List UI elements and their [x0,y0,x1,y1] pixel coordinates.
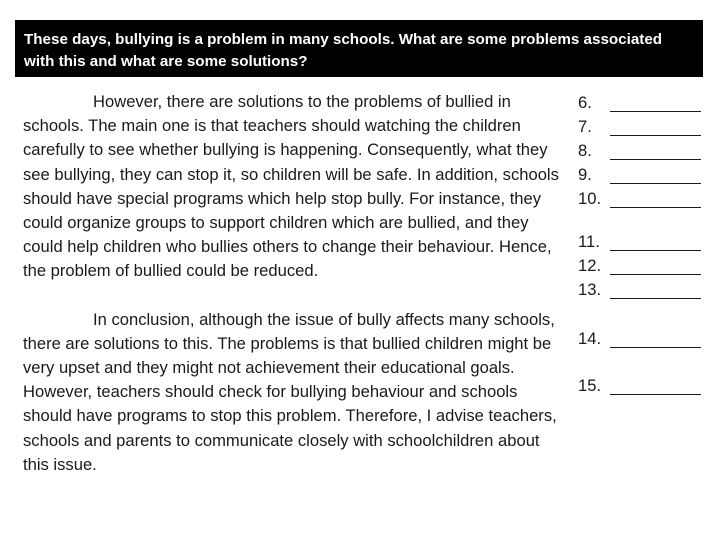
answer-blank-9[interactable] [610,183,701,184]
answer-blank-8[interactable] [610,159,701,160]
prompt-box [15,20,703,77]
answer-blank-12[interactable] [610,274,701,275]
answer-blank-7[interactable] [610,135,701,136]
answer-blank-10[interactable] [610,207,701,208]
answer-blank-15[interactable] [610,394,701,395]
answer-number: 11. [578,232,600,251]
essay-paragraph-1: However, there are solutions to the problems of bullied in schools. The main one is that teachers should watching the children carefully to see whether bullying is happening. Consequently, what they see bullying, they can stop it, so children will be safe. In addition, schools should have special programs which help stop bully. For instance, they could organize groups to support children which are bullied, and they could help children who bullies others to change their behaviour. Hence, the problem of bullied could be reduced. [23,92,559,281]
answer-blank-6[interactable] [610,111,701,112]
essay-paragraph-2: In conclusion, although the issue of bully affects many schools, there are solutions to this. The problems is that bullied children might be very upset and they might not achievement their educational goals. However, teachers should check for bullying behaviour and schools should have programs to stop this problem. Therefore, I advise teachers, schools and parents to communicate closely with schoolchildren about this issue. [23,309,557,474]
answer-number: 14. [578,329,602,348]
answer-item-13 [578,279,708,301]
prompt-text: These days, bullying is a problem in many schools. What are some problems associated with this and what are some solutions? [24,31,663,70]
answer-number: 15. [578,376,602,395]
answer-blank-13[interactable] [610,298,701,299]
answer-blank-11[interactable] [610,250,701,251]
answer-item-14 [578,328,708,350]
answer-number: 10. [578,189,602,208]
answer-item-12 [578,255,708,277]
answer-item-7 [578,116,708,138]
answer-item-6 [578,92,708,114]
essay-text [23,90,559,477]
answer-item-15 [578,375,708,397]
answer-number: 6. [578,93,592,112]
answer-item-10 [578,188,708,210]
answer-item-9 [578,164,708,186]
answer-item-11 [578,231,708,253]
answer-number: 12. [578,256,602,275]
answer-number: 13. [578,280,602,299]
answer-number: 7. [578,117,592,136]
answer-number: 8. [578,141,592,160]
answer-blank-14[interactable] [610,347,701,348]
answer-number: 9. [578,165,592,184]
answer-item-8 [578,140,708,162]
